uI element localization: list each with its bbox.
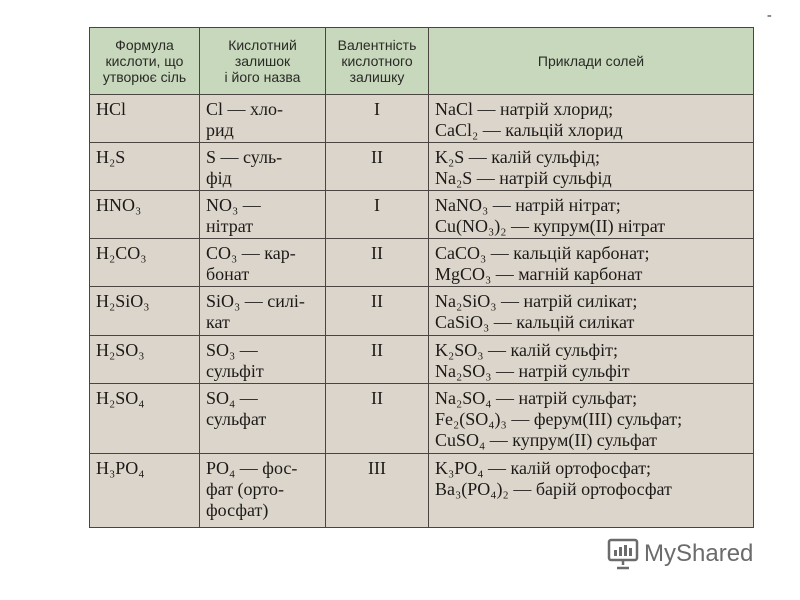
valence-cell: II <box>326 143 429 191</box>
acid-residue-cell: NO₃ — нітрат <box>200 191 326 239</box>
acid-formula-cell: H₂SO₄ <box>90 383 200 453</box>
corner-mark: - <box>767 8 772 23</box>
table-row <box>90 95 754 143</box>
acid-formula-cell: H₂SiO₃ <box>90 287 200 335</box>
myshared-watermark <box>606 537 753 571</box>
acid-formula-cell: H₃PO₄ <box>90 453 200 527</box>
acid-formula-cell: HCl <box>90 95 200 143</box>
table-row <box>90 383 754 453</box>
salt-examples-cell: CaCO₃ — кальцій карбонат; MgCO₃ — магній карбонат <box>429 239 754 287</box>
table-row <box>90 239 754 287</box>
header-acid-residue: Кислотний залишок і його назва <box>200 28 326 95</box>
valence-cell: III <box>326 453 429 527</box>
valence-cell: II <box>326 335 429 383</box>
acid-residue-cell: SiO₃ — силі- кат <box>200 287 326 335</box>
acid-residue-cell: S — суль- фід <box>200 143 326 191</box>
acid-residue-cell: SO₃ — сульфіт <box>200 335 326 383</box>
salts-table <box>89 27 754 528</box>
acid-formula-cell: H₂SO₃ <box>90 335 200 383</box>
salt-examples-cell: K₃PO₄ — калій ортофосфат; Ba₃(PO₄)₂ — барій ортофосфат <box>429 453 754 527</box>
header-salt-examples: Приклади солей <box>429 28 754 95</box>
acid-formula-cell: HNO₃ <box>90 191 200 239</box>
header-residue-valence: Валентність кислотного залишку <box>326 28 429 95</box>
salt-examples-cell: K₂SO₃ — калій сульфіт; Na₂SO₃ — натрій сульфіт <box>429 335 754 383</box>
salt-examples-cell: NaCl — натрій хлорид; CaCl₂ — кальцій хлорид <box>429 95 754 143</box>
valence-cell: II <box>326 383 429 453</box>
presentation-board-icon <box>606 537 640 571</box>
acid-residue-cell: CO₃ — кар- бонат <box>200 239 326 287</box>
acid-residue-cell: Cl — хло- рид <box>200 95 326 143</box>
valence-cell: I <box>326 95 429 143</box>
valence-cell: I <box>326 191 429 239</box>
table-header-row <box>90 28 754 95</box>
salt-examples-cell: NaNO₃ — натрій нітрат; Cu(NO₃)₂ — купрум(II) нітрат <box>429 191 754 239</box>
salt-examples-cell: Na₂SO₄ — натрій сульфат; Fe₂(SO₄)₃ — ферум(III) сульфат; CuSO₄ — купрум(II) сульфат <box>429 383 754 453</box>
header-acid-formula: Формула кислоти, що утворює сіль <box>90 28 200 95</box>
table-row <box>90 191 754 239</box>
valence-cell: II <box>326 239 429 287</box>
acid-residue-cell: SO₄ — сульфат <box>200 383 326 453</box>
table-row <box>90 287 754 335</box>
salts-table-container <box>89 27 753 528</box>
acid-formula-cell: H₂S <box>90 143 200 191</box>
acid-formula-cell: H₂CO₃ <box>90 239 200 287</box>
table-row <box>90 335 754 383</box>
table-row <box>90 143 754 191</box>
acid-residue-cell: PO₄ — фос- фат (орто- фосфат) <box>200 453 326 527</box>
salt-examples-cell: Na₂SiO₃ — натрій силікат; CaSiO₃ — кальцій силікат <box>429 287 754 335</box>
salt-examples-cell: K₂S — калій сульфід; Na₂S — натрій сульфід <box>429 143 754 191</box>
valence-cell: II <box>326 287 429 335</box>
table-row <box>90 453 754 527</box>
watermark-text: MyShared <box>644 540 754 567</box>
